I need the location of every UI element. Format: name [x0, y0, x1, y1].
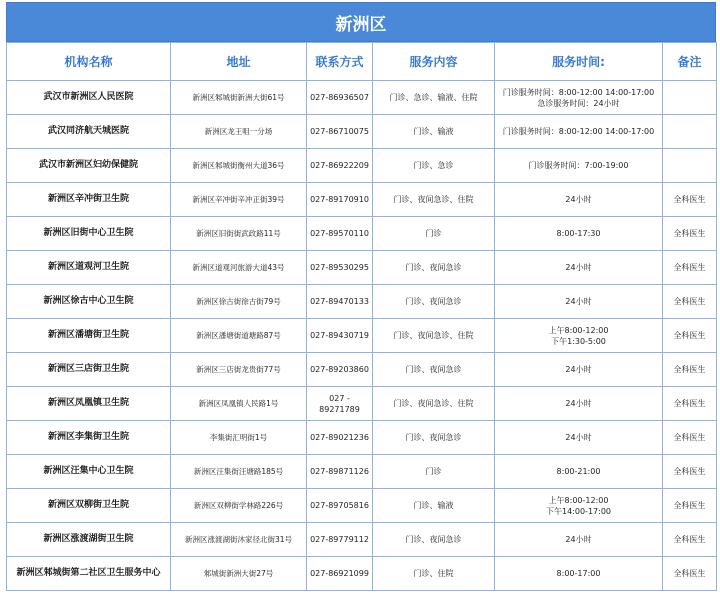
hours-line: 下午14:00-17:00 — [546, 506, 611, 516]
note-cell: 全科医生 — [663, 251, 717, 285]
table-row — [7, 149, 717, 183]
hospital-name-cell: 新洲区辛冲街卫生院 — [7, 183, 171, 217]
hospital-name-cell: 新洲区汪集中心卫生院 — [7, 455, 171, 489]
note-cell: 全科医生 — [663, 319, 717, 353]
hours-cell — [495, 81, 663, 115]
hours-cell — [495, 115, 663, 149]
note-cell: 全科医生 — [663, 455, 717, 489]
hospital-name-cell: 新洲区凤凰镇卫生院 — [7, 387, 171, 421]
service-cell: 门诊、急诊、输液、住院 — [373, 81, 495, 115]
hospital-name-cell: 新洲区三店街卫生院 — [7, 353, 171, 387]
table-row — [7, 353, 717, 387]
hours-line: 24小时 — [565, 433, 592, 442]
table-row — [7, 387, 717, 421]
phone-cell: 027-89871126 — [307, 455, 373, 489]
hours-cell — [495, 183, 663, 217]
hours-cell — [495, 353, 663, 387]
service-cell: 门诊、夜间急诊、住院 — [373, 183, 495, 217]
hours-line: 24小时 — [565, 535, 592, 544]
hospital-name-cell: 新洲区双柳街卫生院 — [7, 489, 171, 523]
hospital-name-cell: 新洲区李集街卫生院 — [7, 421, 171, 455]
table-row — [7, 455, 717, 489]
address-cell: 新洲区双柳街学林路226号 — [171, 489, 307, 523]
service-cell: 门诊、住院 — [373, 557, 495, 591]
address-cell: 新洲区邾城街衡州大道36号 — [171, 149, 307, 183]
hours-line: 24小时 — [565, 399, 592, 408]
hospital-name-cell: 新洲区潘塘街卫生院 — [7, 319, 171, 353]
hours-cell — [495, 319, 663, 353]
note-cell: 全科医生 — [663, 217, 717, 251]
table-row — [7, 557, 717, 591]
address-cell: 邾城街新洲大街27号 — [171, 557, 307, 591]
hours-cell — [495, 489, 663, 523]
address-cell: 新洲区涨渡湖街沐家径北街31号 — [171, 523, 307, 557]
address-cell: 新洲区三店街龙贵街77号 — [171, 353, 307, 387]
hours-cell — [495, 523, 663, 557]
phone-cell: 027 - 89271789 — [307, 387, 373, 421]
hours-cell — [495, 251, 663, 285]
phone-cell: 027-89021236 — [307, 421, 373, 455]
service-cell: 门诊、夜间急诊 — [373, 353, 495, 387]
phone-cell: 027-89170910 — [307, 183, 373, 217]
hours-line: 24小时 — [565, 365, 592, 374]
hospital-list — [6, 2, 716, 591]
note-cell: 全科医生 — [663, 523, 717, 557]
service-cell: 门诊、输液 — [373, 489, 495, 523]
note-cell: 全科医生 — [663, 353, 717, 387]
hours-cell — [495, 421, 663, 455]
hours-line: 8:00-21:00 — [556, 467, 601, 476]
hospital-name-cell: 武汉市新洲区妇幼保健院 — [7, 149, 171, 183]
hospital-name-cell: 武汉同济航天城医院 — [7, 115, 171, 149]
address-cell: 新洲区徐古街徐古街79号 — [171, 285, 307, 319]
hours-cell — [495, 557, 663, 591]
table-row — [7, 489, 717, 523]
service-cell: 门诊、夜间急诊 — [373, 285, 495, 319]
service-cell: 门诊、夜间急诊 — [373, 421, 495, 455]
hours-line: 24小时 — [565, 297, 592, 306]
page-title: 新洲区 — [6, 2, 716, 42]
service-cell: 门诊、急诊 — [373, 149, 495, 183]
column-header-note: 备注 — [663, 43, 717, 81]
service-cell: 门诊、夜间急诊 — [373, 251, 495, 285]
table-row — [7, 319, 717, 353]
table-row — [7, 183, 717, 217]
hours-line: 门诊服务时间：8:00-12:00 14:00-17:00 — [502, 127, 655, 136]
note-cell — [663, 81, 717, 115]
phone-cell: 027-86922209 — [307, 149, 373, 183]
hours-line: 上午8:00-12:00 — [548, 325, 609, 335]
column-header-phone: 联系方式 — [307, 43, 373, 81]
service-cell: 门诊、夜间急诊 — [373, 523, 495, 557]
phone-cell: 027-89430719 — [307, 319, 373, 353]
service-cell: 门诊、夜间急诊、住院 — [373, 387, 495, 421]
address-cell: 新洲区凤凰镇人民路1号 — [171, 387, 307, 421]
hospital-name-cell: 新洲区涨渡湖街卫生院 — [7, 523, 171, 557]
hospital-name-cell: 新洲区旧街中心卫生院 — [7, 217, 171, 251]
column-header-hours: 服务时间: — [495, 43, 663, 81]
phone-cell: 027-89570110 — [307, 217, 373, 251]
address-cell: 新洲区龙王咀一分场 — [171, 115, 307, 149]
note-cell — [663, 149, 717, 183]
hours-line: 门诊服务时间：8:00-12:00 14:00-17:00 — [502, 87, 655, 97]
address-cell: 新洲区潘塘街道塘路87号 — [171, 319, 307, 353]
hospital-name-cell: 新洲区邾城街第二社区卫生服务中心 — [7, 557, 171, 591]
phone-cell: 027-89779112 — [307, 523, 373, 557]
hours-line: 24小时 — [565, 195, 592, 204]
address-cell: 李集街汇明街1号 — [171, 421, 307, 455]
column-header-address: 地址 — [171, 43, 307, 81]
address-cell: 新洲区邾城街新洲大街61号 — [171, 81, 307, 115]
table-row — [7, 523, 717, 557]
table-row — [7, 217, 717, 251]
table-row — [7, 285, 717, 319]
address-cell: 新洲区汪集街汪塘路185号 — [171, 455, 307, 489]
hospital-name-cell: 武汉市新洲区人民医院 — [7, 81, 171, 115]
hospital-name-cell: 新洲区徐古中心卫生院 — [7, 285, 171, 319]
hours-cell — [495, 387, 663, 421]
hours-line: 门诊服务时间：7:00-19:00 — [528, 161, 629, 170]
note-cell: 全科医生 — [663, 489, 717, 523]
phone-cell: 027-86936507 — [307, 81, 373, 115]
phone-cell: 027-89203860 — [307, 353, 373, 387]
hours-line: 8:00-17:00 — [556, 569, 601, 578]
phone-cell: 027-86710075 — [307, 115, 373, 149]
hours-line: 8:00-17:30 — [556, 229, 601, 238]
service-cell: 门诊 — [373, 455, 495, 489]
hours-cell — [495, 285, 663, 319]
note-cell — [663, 115, 717, 149]
table-row — [7, 81, 717, 115]
table-row — [7, 251, 717, 285]
table-row — [7, 421, 717, 455]
note-cell: 全科医生 — [663, 421, 717, 455]
phone-cell: 027-89470133 — [307, 285, 373, 319]
hospital-name-cell: 新洲区道观河卫生院 — [7, 251, 171, 285]
hours-cell — [495, 455, 663, 489]
note-cell: 全科医生 — [663, 183, 717, 217]
phone-cell: 027-89705816 — [307, 489, 373, 523]
hours-line: 上午8:00-12:00 — [548, 495, 609, 505]
phone-cell: 027-89530295 — [307, 251, 373, 285]
hours-line: 下午1:30-5:00 — [551, 336, 606, 346]
address-cell: 新洲区道观河旅游大道43号 — [171, 251, 307, 285]
service-cell: 门诊 — [373, 217, 495, 251]
service-cell: 门诊、夜间急诊、住院 — [373, 319, 495, 353]
hours-line: 24小时 — [565, 263, 592, 272]
hours-cell — [495, 149, 663, 183]
address-cell: 新洲区辛冲街辛冲正街39号 — [171, 183, 307, 217]
hospital-table — [6, 42, 717, 591]
table-row — [7, 115, 717, 149]
note-cell: 全科医生 — [663, 285, 717, 319]
phone-cell: 027-86921099 — [307, 557, 373, 591]
column-header-service: 服务内容 — [373, 43, 495, 81]
hours-line: 急诊服务时间：24小时 — [537, 98, 620, 108]
table-header-row — [7, 43, 717, 81]
hours-cell — [495, 217, 663, 251]
service-cell: 门诊、输液 — [373, 115, 495, 149]
note-cell: 全科医生 — [663, 557, 717, 591]
note-cell: 全科医生 — [663, 387, 717, 421]
column-header-name: 机构名称 — [7, 43, 171, 81]
address-cell: 新洲区旧街街武政路11号 — [171, 217, 307, 251]
